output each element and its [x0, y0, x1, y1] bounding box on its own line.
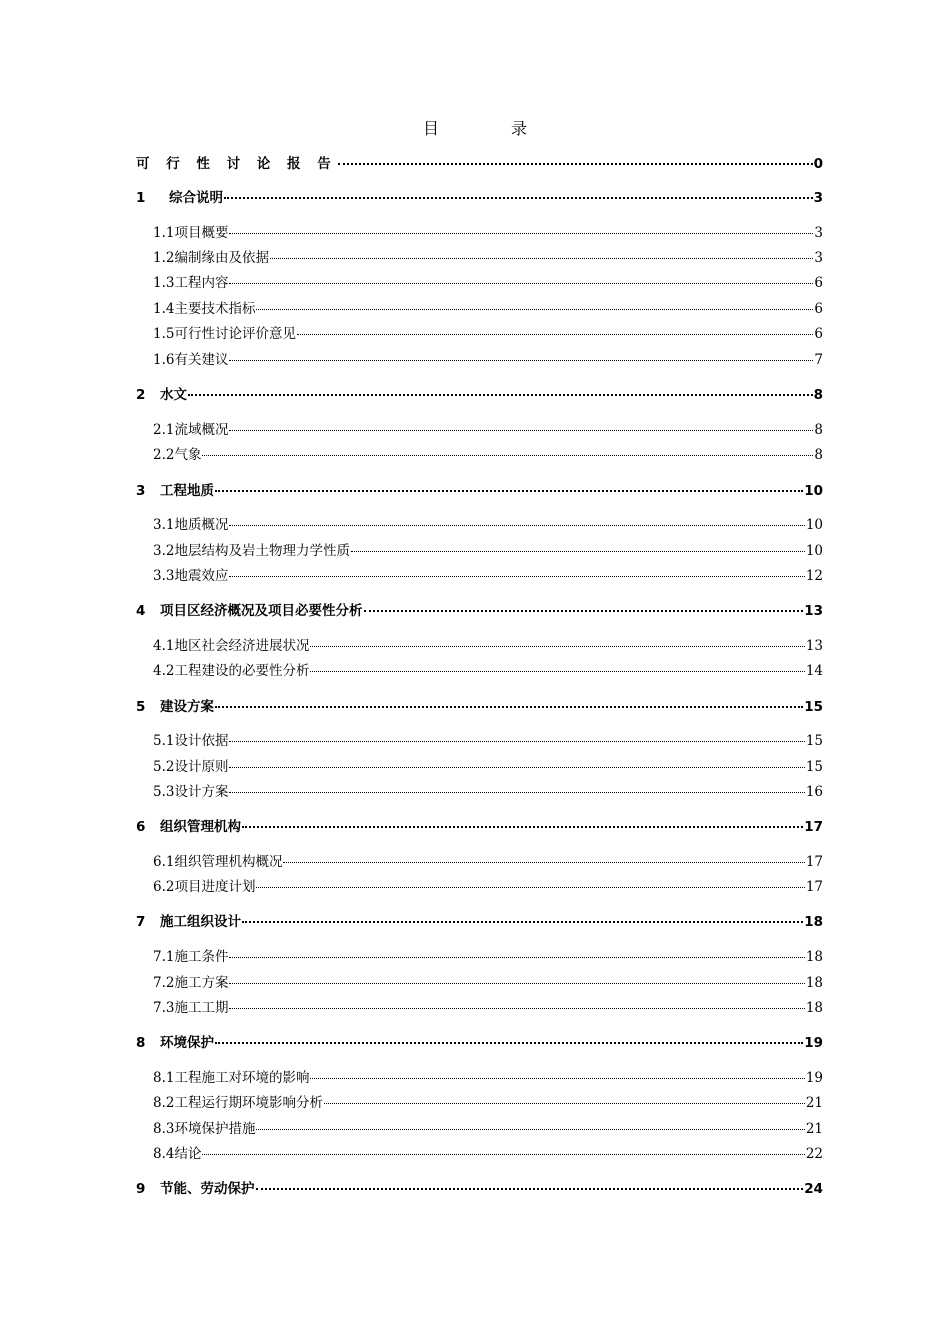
toc-entry-page-number: 16 [805, 784, 823, 800]
toc-dot-leader [338, 162, 813, 165]
toc-dot-leader [202, 1153, 804, 1155]
toc-chapter-entry[interactable] [0, 479, 950, 499]
toc-entry-page-number: 8 [813, 387, 823, 403]
toc-section-entry[interactable] [0, 850, 950, 870]
toc-entry-label: 水文 [160, 387, 187, 403]
toc-dot-leader [324, 1102, 805, 1104]
toc-section-entry[interactable] [0, 348, 950, 368]
toc-dot-leader [188, 393, 813, 396]
toc-entry-label: 流域概况 [174, 422, 229, 438]
toc-entry-number: 9 [136, 1181, 146, 1197]
toc-entry-label: 施工组织设计 [160, 914, 241, 930]
toc-dot-leader [229, 766, 804, 768]
toc-dot-leader [229, 429, 813, 431]
toc-section-entry[interactable] [0, 418, 950, 438]
toc-entry-line [136, 815, 823, 835]
toc-entry-number: 1.5 [153, 326, 175, 342]
toc-entry-number: 8.1 [153, 1070, 175, 1086]
toc-dot-leader [283, 861, 804, 863]
toc-entry-label: 施工条件 [174, 949, 229, 965]
toc-entry-page-number: 17 [805, 879, 823, 895]
toc-dot-leader [256, 1128, 804, 1130]
toc-entry-label: 地区社会经济进展状况 [174, 638, 310, 654]
toc-entry-page-number: 18 [805, 949, 823, 965]
toc-entry-line [153, 348, 823, 368]
toc-entry-line [153, 513, 823, 533]
toc-dot-leader [256, 1187, 804, 1190]
toc-entry-number: 4.2 [153, 663, 175, 679]
toc-dot-leader [229, 956, 804, 958]
toc-entry-page-number: 7 [814, 352, 823, 368]
title-left-char: 目 [422, 119, 439, 138]
toc-dot-leader [229, 575, 804, 577]
toc-dot-leader [224, 196, 813, 199]
toc-entry-label: 项目进度计划 [174, 879, 256, 895]
toc-section-entry[interactable] [0, 513, 950, 533]
toc-entry-page-number: 18 [804, 914, 823, 930]
toc-entry-page-number: 14 [805, 663, 823, 679]
toc-dot-leader [229, 359, 813, 361]
toc-entry-page-number: 19 [805, 1070, 823, 1086]
toc-entry-page-number: 6 [814, 275, 823, 291]
toc-entry-line [136, 383, 823, 403]
toc-entry-line [153, 850, 823, 870]
title-right-char: 录 [511, 119, 528, 138]
toc-entry-line [153, 945, 823, 965]
toc-section-entry[interactable] [0, 634, 950, 654]
toc-entry-number: 2 [136, 387, 146, 403]
toc-entry-page-number: 8 [814, 447, 823, 463]
toc-dot-leader [297, 333, 813, 335]
toc-entry-line [136, 910, 823, 930]
toc-section-entry[interactable] [0, 443, 950, 463]
toc-entry-line [136, 186, 823, 206]
toc-dot-leader [202, 454, 813, 456]
toc-section-entry[interactable] [0, 945, 950, 965]
toc-entry-number: 6.1 [153, 854, 175, 870]
toc-entry-line [153, 780, 823, 800]
toc-entry-label: 环境保护 [160, 1035, 214, 1051]
toc-section-entry[interactable] [0, 1117, 950, 1137]
toc-entry-number: 4.1 [153, 638, 175, 654]
toc-entry-line [153, 634, 823, 654]
toc-entry-number: 3.3 [153, 568, 175, 584]
toc-entry-page-number: 15 [804, 699, 823, 715]
toc-section-entry[interactable] [0, 971, 950, 991]
toc-dot-leader [229, 791, 804, 793]
toc-entry-line [153, 1066, 823, 1086]
toc-dot-leader [364, 609, 804, 612]
toc-chapter-entry[interactable] [0, 815, 950, 835]
toc-entry-page-number: 18 [805, 975, 823, 991]
toc-section-entry[interactable] [0, 780, 950, 800]
toc-entry-line [153, 443, 823, 463]
toc-entry-number: 8.3 [153, 1121, 175, 1137]
toc-entry-label: 项目区经济概况及项目必要性分析 [160, 603, 363, 619]
toc-section-entry[interactable] [0, 297, 950, 317]
toc-entry-page-number: 21 [805, 1121, 823, 1137]
toc-chapter-entry[interactable] [0, 1177, 950, 1197]
toc-entry-number: 6 [136, 819, 146, 835]
toc-entry-line [136, 695, 823, 715]
toc-entry-number: 8.2 [153, 1095, 175, 1111]
toc-entry-label: 组织管理机构 [160, 819, 241, 835]
toc-dot-leader [229, 282, 813, 284]
toc-entry-number: 8 [136, 1035, 146, 1051]
toc-entry-page-number: 3 [814, 250, 823, 266]
toc-entry-page-number: 10 [804, 483, 823, 499]
toc-entry-line [153, 659, 823, 679]
toc-chapter-entry[interactable] [0, 383, 950, 403]
toc-entry-label: 组织管理机构概况 [174, 854, 283, 870]
toc-entry-label: 工程建设的必要性分析 [174, 663, 310, 679]
toc-entry-line [136, 152, 823, 172]
toc-entry-number: 5.3 [153, 784, 175, 800]
toc-dot-leader [229, 982, 804, 984]
toc-entry-number: 5.1 [153, 733, 175, 749]
toc-entry-page-number: 3 [813, 190, 823, 206]
toc-entry-label: 可行性讨论评价意见 [174, 326, 296, 342]
toc-entry-label: 环境保护措施 [174, 1121, 256, 1137]
toc-section-entry[interactable] [0, 1066, 950, 1086]
toc-entry-line [153, 271, 823, 291]
toc-entry-label: 节能、劳动保护 [160, 1181, 255, 1197]
toc-section-entry[interactable] [0, 246, 950, 266]
toc-entry-number: 7.1 [153, 949, 175, 965]
toc-entry-label: 有关建议 [174, 352, 229, 368]
toc-entry-label: 综合说明 [169, 190, 223, 206]
toc-entry-label: 地层结构及岩土物理力学性质 [174, 543, 350, 559]
toc-dot-leader [256, 308, 813, 310]
toc-entry-page-number: 12 [805, 568, 823, 584]
toc-section-entry[interactable] [0, 1091, 950, 1111]
toc-entry-page-number: 15 [805, 759, 823, 775]
toc-chapter-entry[interactable] [0, 599, 950, 619]
toc-dot-leader [229, 740, 804, 742]
toc-dot-leader [242, 920, 803, 923]
toc-entry-number: 2.2 [153, 447, 175, 463]
toc-entry-page-number: 17 [805, 854, 823, 870]
toc-entry-page-number: 6 [814, 326, 823, 342]
toc-section-entry[interactable] [0, 564, 950, 584]
toc-entry-line [153, 1117, 823, 1137]
toc-entry-label: 地质概况 [174, 517, 229, 533]
toc-entry-label: 编制缘由及依据 [174, 250, 269, 266]
toc-entry-label: 施工工期 [174, 1000, 229, 1016]
toc-entry-number: 1.4 [153, 301, 175, 317]
toc-entry-line [153, 875, 823, 895]
toc-entry-number: 7 [136, 914, 146, 930]
toc-entry-page-number: 13 [804, 603, 823, 619]
toc-dot-leader [310, 645, 804, 647]
toc-entry-number: 1.6 [153, 352, 175, 368]
toc-dot-leader [229, 1007, 804, 1009]
toc-chapter-entry[interactable] [0, 152, 950, 172]
toc-dot-leader [229, 232, 813, 234]
toc-entry-label: 工程运行期环境影响分析 [174, 1095, 323, 1111]
toc-dot-leader [229, 524, 804, 526]
toc-entry-page-number: 19 [804, 1035, 823, 1051]
toc-entry-number: 1.2 [153, 250, 175, 266]
toc-entry-number: 5.2 [153, 759, 175, 775]
toc-entry-line [153, 1142, 823, 1162]
toc-entry-page-number: 3 [814, 225, 823, 241]
toc-dot-leader [215, 1041, 803, 1044]
toc-entry-label: 施工方案 [174, 975, 229, 991]
toc-entry-line [153, 971, 823, 991]
toc-entry-page-number: 10 [805, 517, 823, 533]
toc-chapter-entry[interactable] [0, 186, 950, 206]
page-title [0, 116, 950, 139]
toc-entry-label: 气象 [174, 447, 202, 463]
toc-entry-number: 6.2 [153, 879, 175, 895]
toc-entry-line [153, 246, 823, 266]
toc-entry-line [136, 599, 823, 619]
toc-entry-label: 建设方案 [160, 699, 214, 715]
toc-entry-label: 可 行 性 讨 论 报 告 [136, 156, 337, 172]
toc-entry-page-number: 21 [805, 1095, 823, 1111]
toc-entry-number: 3.2 [153, 543, 175, 559]
toc-section-entry[interactable] [0, 755, 950, 775]
toc-entry-line [153, 1091, 823, 1111]
toc-entry-label: 工程地质 [160, 483, 214, 499]
toc-entry-line [153, 996, 823, 1016]
toc-chapter-entry[interactable] [0, 695, 950, 715]
toc-entry-label: 结论 [174, 1146, 202, 1162]
toc-entry-label: 工程施工对环境的影响 [174, 1070, 310, 1086]
toc-dot-leader [310, 670, 804, 672]
toc-entry-line [136, 1177, 823, 1197]
toc-entry-page-number: 0 [813, 156, 823, 172]
toc-section-entry[interactable] [0, 322, 950, 342]
toc-section-entry[interactable] [0, 659, 950, 679]
toc-entry-page-number: 22 [805, 1146, 823, 1162]
toc-entry-line [153, 297, 823, 317]
toc-entry-label: 设计方案 [174, 784, 229, 800]
toc-section-entry[interactable] [0, 729, 950, 749]
toc-section-entry[interactable] [0, 271, 950, 291]
toc-entry-number: 1.3 [153, 275, 175, 291]
toc-entry-page-number: 15 [805, 733, 823, 749]
toc-dot-leader [310, 1077, 804, 1079]
toc-entry-number: 7.3 [153, 1000, 175, 1016]
toc-entry-line [136, 1031, 823, 1051]
toc-entry-line [153, 564, 823, 584]
toc-dot-leader [270, 257, 813, 259]
toc-entry-number: 8.4 [153, 1146, 175, 1162]
toc-section-entry[interactable] [0, 996, 950, 1016]
toc-entry-line [153, 221, 823, 241]
toc-entry-label: 地震效应 [174, 568, 229, 584]
toc-entry-number: 2.1 [153, 422, 175, 438]
toc-entry-line [153, 539, 823, 559]
toc-entry-line [153, 729, 823, 749]
toc-entry-page-number: 13 [805, 638, 823, 654]
toc-entry-line [136, 479, 823, 499]
toc-entry-line [153, 322, 823, 342]
toc-entry-page-number: 17 [804, 819, 823, 835]
toc-entry-page-number: 8 [814, 422, 823, 438]
toc-entry-number: 7.2 [153, 975, 175, 991]
toc-dot-leader [215, 489, 803, 492]
toc-entry-label: 主要技术指标 [174, 301, 256, 317]
toc-entry-page-number: 24 [804, 1181, 823, 1197]
toc-entry-line [153, 418, 823, 438]
toc-entry-number: 1 [136, 190, 146, 206]
toc-entry-page-number: 18 [805, 1000, 823, 1016]
toc-entry-number: 3.1 [153, 517, 175, 533]
toc-entry-page-number: 6 [814, 301, 823, 317]
toc-section-entry[interactable] [0, 221, 950, 241]
toc-dot-leader [242, 825, 803, 828]
toc-entry-number: 5 [136, 699, 146, 715]
toc-entry-label: 工程内容 [174, 275, 229, 291]
toc-entry-page-number: 10 [805, 543, 823, 559]
toc-dot-leader [256, 886, 804, 888]
toc-entry-line [153, 755, 823, 775]
toc-entry-label: 设计依据 [174, 733, 229, 749]
toc-entry-number: 1.1 [153, 225, 175, 241]
toc-entry-label: 项目概要 [174, 225, 229, 241]
toc-dot-leader [215, 705, 803, 708]
toc-section-entry[interactable] [0, 539, 950, 559]
toc-entry-number: 4 [136, 603, 146, 619]
toc-dot-leader [351, 550, 805, 552]
toc-entry-label: 设计原则 [174, 759, 229, 775]
toc-chapter-entry[interactable] [0, 1031, 950, 1051]
toc-entry-number: 3 [136, 483, 146, 499]
toc-section-entry[interactable] [0, 875, 950, 895]
toc-chapter-entry[interactable] [0, 910, 950, 930]
toc-section-entry[interactable] [0, 1142, 950, 1162]
